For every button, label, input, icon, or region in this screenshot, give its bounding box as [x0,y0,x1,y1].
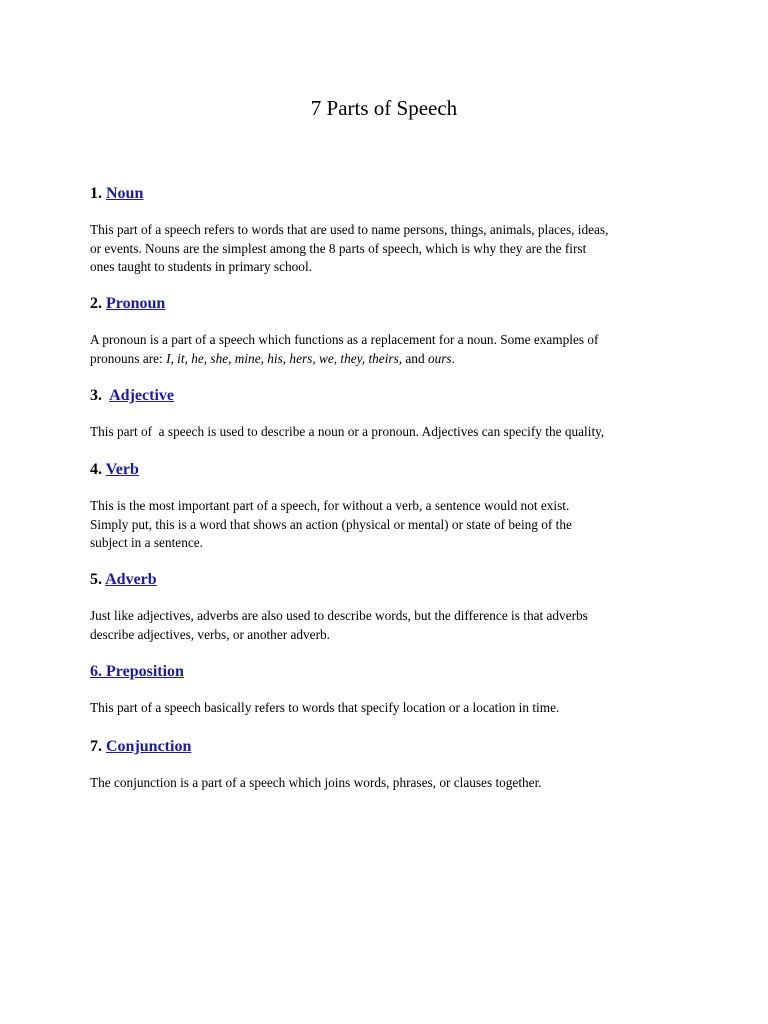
section-paragraph-verb [90,497,690,553]
paragraph-line: This part of a speech is used to describe a noun or a pronoun. Adjectives can specify the quality, [90,424,605,439]
paragraph-line: The conjunction is a part of a speech which joins words, phrases, or clauses together. [90,775,542,790]
page-title: 7 Parts of Speech [310,96,458,120]
section-heading-conjunction [90,737,191,757]
section-heading-adjective [90,386,174,406]
paragraph-line: This part of a speech refers to words that are used to name persons, things, animals, places, ideas, [90,222,609,237]
paragraph-line: A pronoun is a part of a speech which functions as a replacement for a noun. Some examples of [90,332,599,347]
link-preposition[interactable]: 6. Preposition [90,663,184,680]
section-number: 5. [90,571,106,588]
section-paragraph-adverb [90,607,690,644]
section-paragraph-noun [90,221,690,277]
paragraph-line: describe adjectives, verbs, or another adverb. [90,626,330,642]
link-noun[interactable]: Noun [106,185,144,202]
section-paragraph-adjective [90,423,690,442]
examples-end: . [451,350,455,366]
section-heading-pronoun [90,294,165,314]
section-heading-noun [90,184,143,204]
link-verb[interactable]: Verb [105,461,139,478]
paragraph-line: This part of a speech basically refers to words that specify location or a location in time. [90,700,560,715]
link-adjective[interactable]: Adjective [109,387,174,404]
section-paragraph-pronoun [90,331,690,368]
section-heading-adverb [90,570,157,590]
section-paragraph-preposition [90,699,690,718]
section-paragraph-conjunction [90,774,690,793]
paragraph-line: subject in a sentence. [90,535,203,550]
section-number: 3. [90,387,110,404]
paragraph-line: Simply put, this is a word that shows an action (physical or mental) or state of being of the [90,516,572,532]
link-pronoun[interactable]: Pronoun [106,295,166,312]
examples-list: I, it, he, she, mine, his, hers, we, they, theirs, [166,350,403,366]
section-number: 4. [90,461,106,478]
section-heading-preposition [90,662,184,682]
examples-prefix: pronouns are: [90,350,167,366]
section-heading-verb [90,460,139,480]
paragraph-line [90,350,690,369]
section-number: 7. [90,738,106,755]
paragraph-line: This is the most important part of a speech, for without a verb, a sentence would not exist. [90,498,570,513]
link-adverb[interactable]: Adverb [105,571,157,588]
section-number: 2. [90,295,106,312]
examples-and: and [402,350,428,366]
section-number: 1. [90,185,106,202]
examples-last: ours [427,350,452,366]
link-conjunction[interactable]: Conjunction [106,738,192,755]
paragraph-line: or events. Nouns are the simplest among the 8 parts of speech, which is why they are the first [90,240,587,256]
paragraph-line: Just like adjectives, adverbs are also used to describe words, but the difference is that adverbs [90,608,588,623]
paragraph-line: ones taught to students in primary school. [90,259,312,274]
